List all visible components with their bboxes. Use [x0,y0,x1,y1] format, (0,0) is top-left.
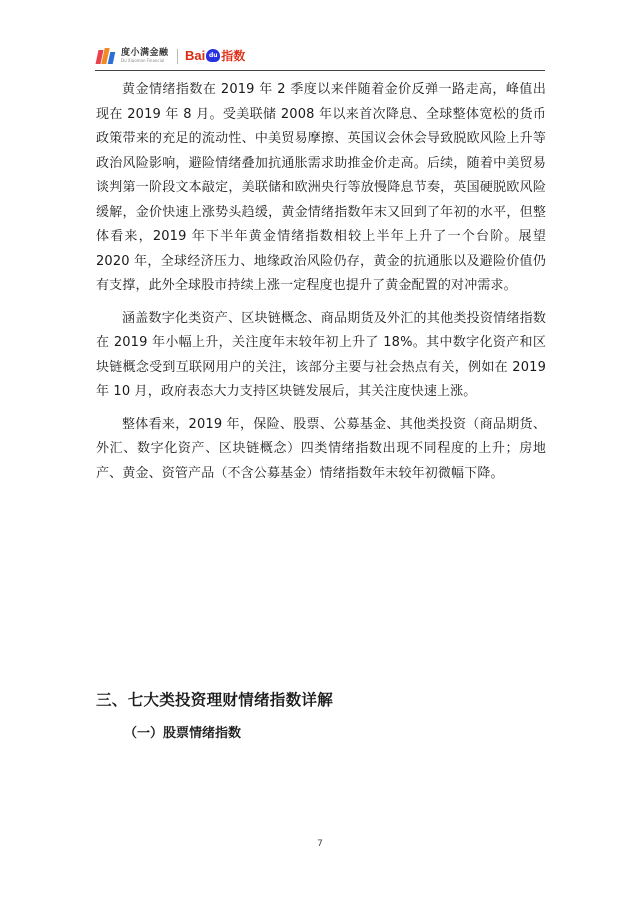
paragraph-gold-sentiment: 黄金情绪指数在 2019 年 2 季度以来伴随着金价反弹一路走高，峰值出现在 2019 年 8 月。受美联储 2008 年以来首次降息、全球整体宽松的货币政策带来的充足的流动性、中美贸易摩擦、英国议会休会导致脱欧风险上升等政治风险影响，避险情绪叠加抗通胀需求助推金价走高。后续，随着中美贸易谈判第一阶段文本敲定，美联储和欧洲央行等放慢降息节奏，英国硬脱欧风险缓解，金价快速上涨势头趋缓，黄金情绪指数年末又回到了年初的水平，但整体看来，2019 年下半年黄金情绪指数相较上半年上升了一个台阶。展望 2020 年，全球经济压力、地缘政治风险仍存，黄金的抗通胀以及避险价值仍有支撑，此外全球股市持续上涨一定程度也提升了黄金配置的对冲需求。 [96,82,546,293]
baidu-logo-bai: Bai [185,48,206,63]
page-number: 7 [317,839,323,849]
du-xiaoman-logo-subtext: Du Xiaoman Financial [121,58,165,63]
section-title: 三、七大类投资理财情绪指数详解 [96,691,334,709]
du-xiaoman-logo-icon [97,48,117,64]
paragraph-summary: 整体看来，2019 年，保险、股票、公募基金、其他类投资（商品期货、外汇、数字化资产、区块链概念）四类情绪指数出现不同程度的上升；房地产、黄金、资管产品（不含公募基金）情绪指数年末较年初微幅下降。 [96,416,546,481]
subsection-title: （一）股票情绪指数 [124,726,242,741]
baidu-index-logo [185,47,245,64]
baidu-paw-icon [206,49,220,62]
baidu-logo-du: du [208,52,218,59]
page-header [95,44,545,71]
baidu-logo-index-text: 指数 [221,49,246,63]
du-xiaoman-logo [97,48,169,64]
paragraph-other-investment: 涵盖数字化类资产、区块链概念、商品期货及外汇的其他类投资情绪指数在 2019 年小幅上升，关注度年末较年初上升了 18%。其中数字化资产和区块链概念受到互联网用户的关注，该部分主要与社会热点有关，例如在 2019 年 10 月，政府表态大力支持区块链发展后，其关注度快速上涨。 [96,310,546,399]
body-text [96,78,546,486]
logo-divider [177,49,178,64]
du-xiaoman-logo-text: 度小满金融 [121,48,169,58]
